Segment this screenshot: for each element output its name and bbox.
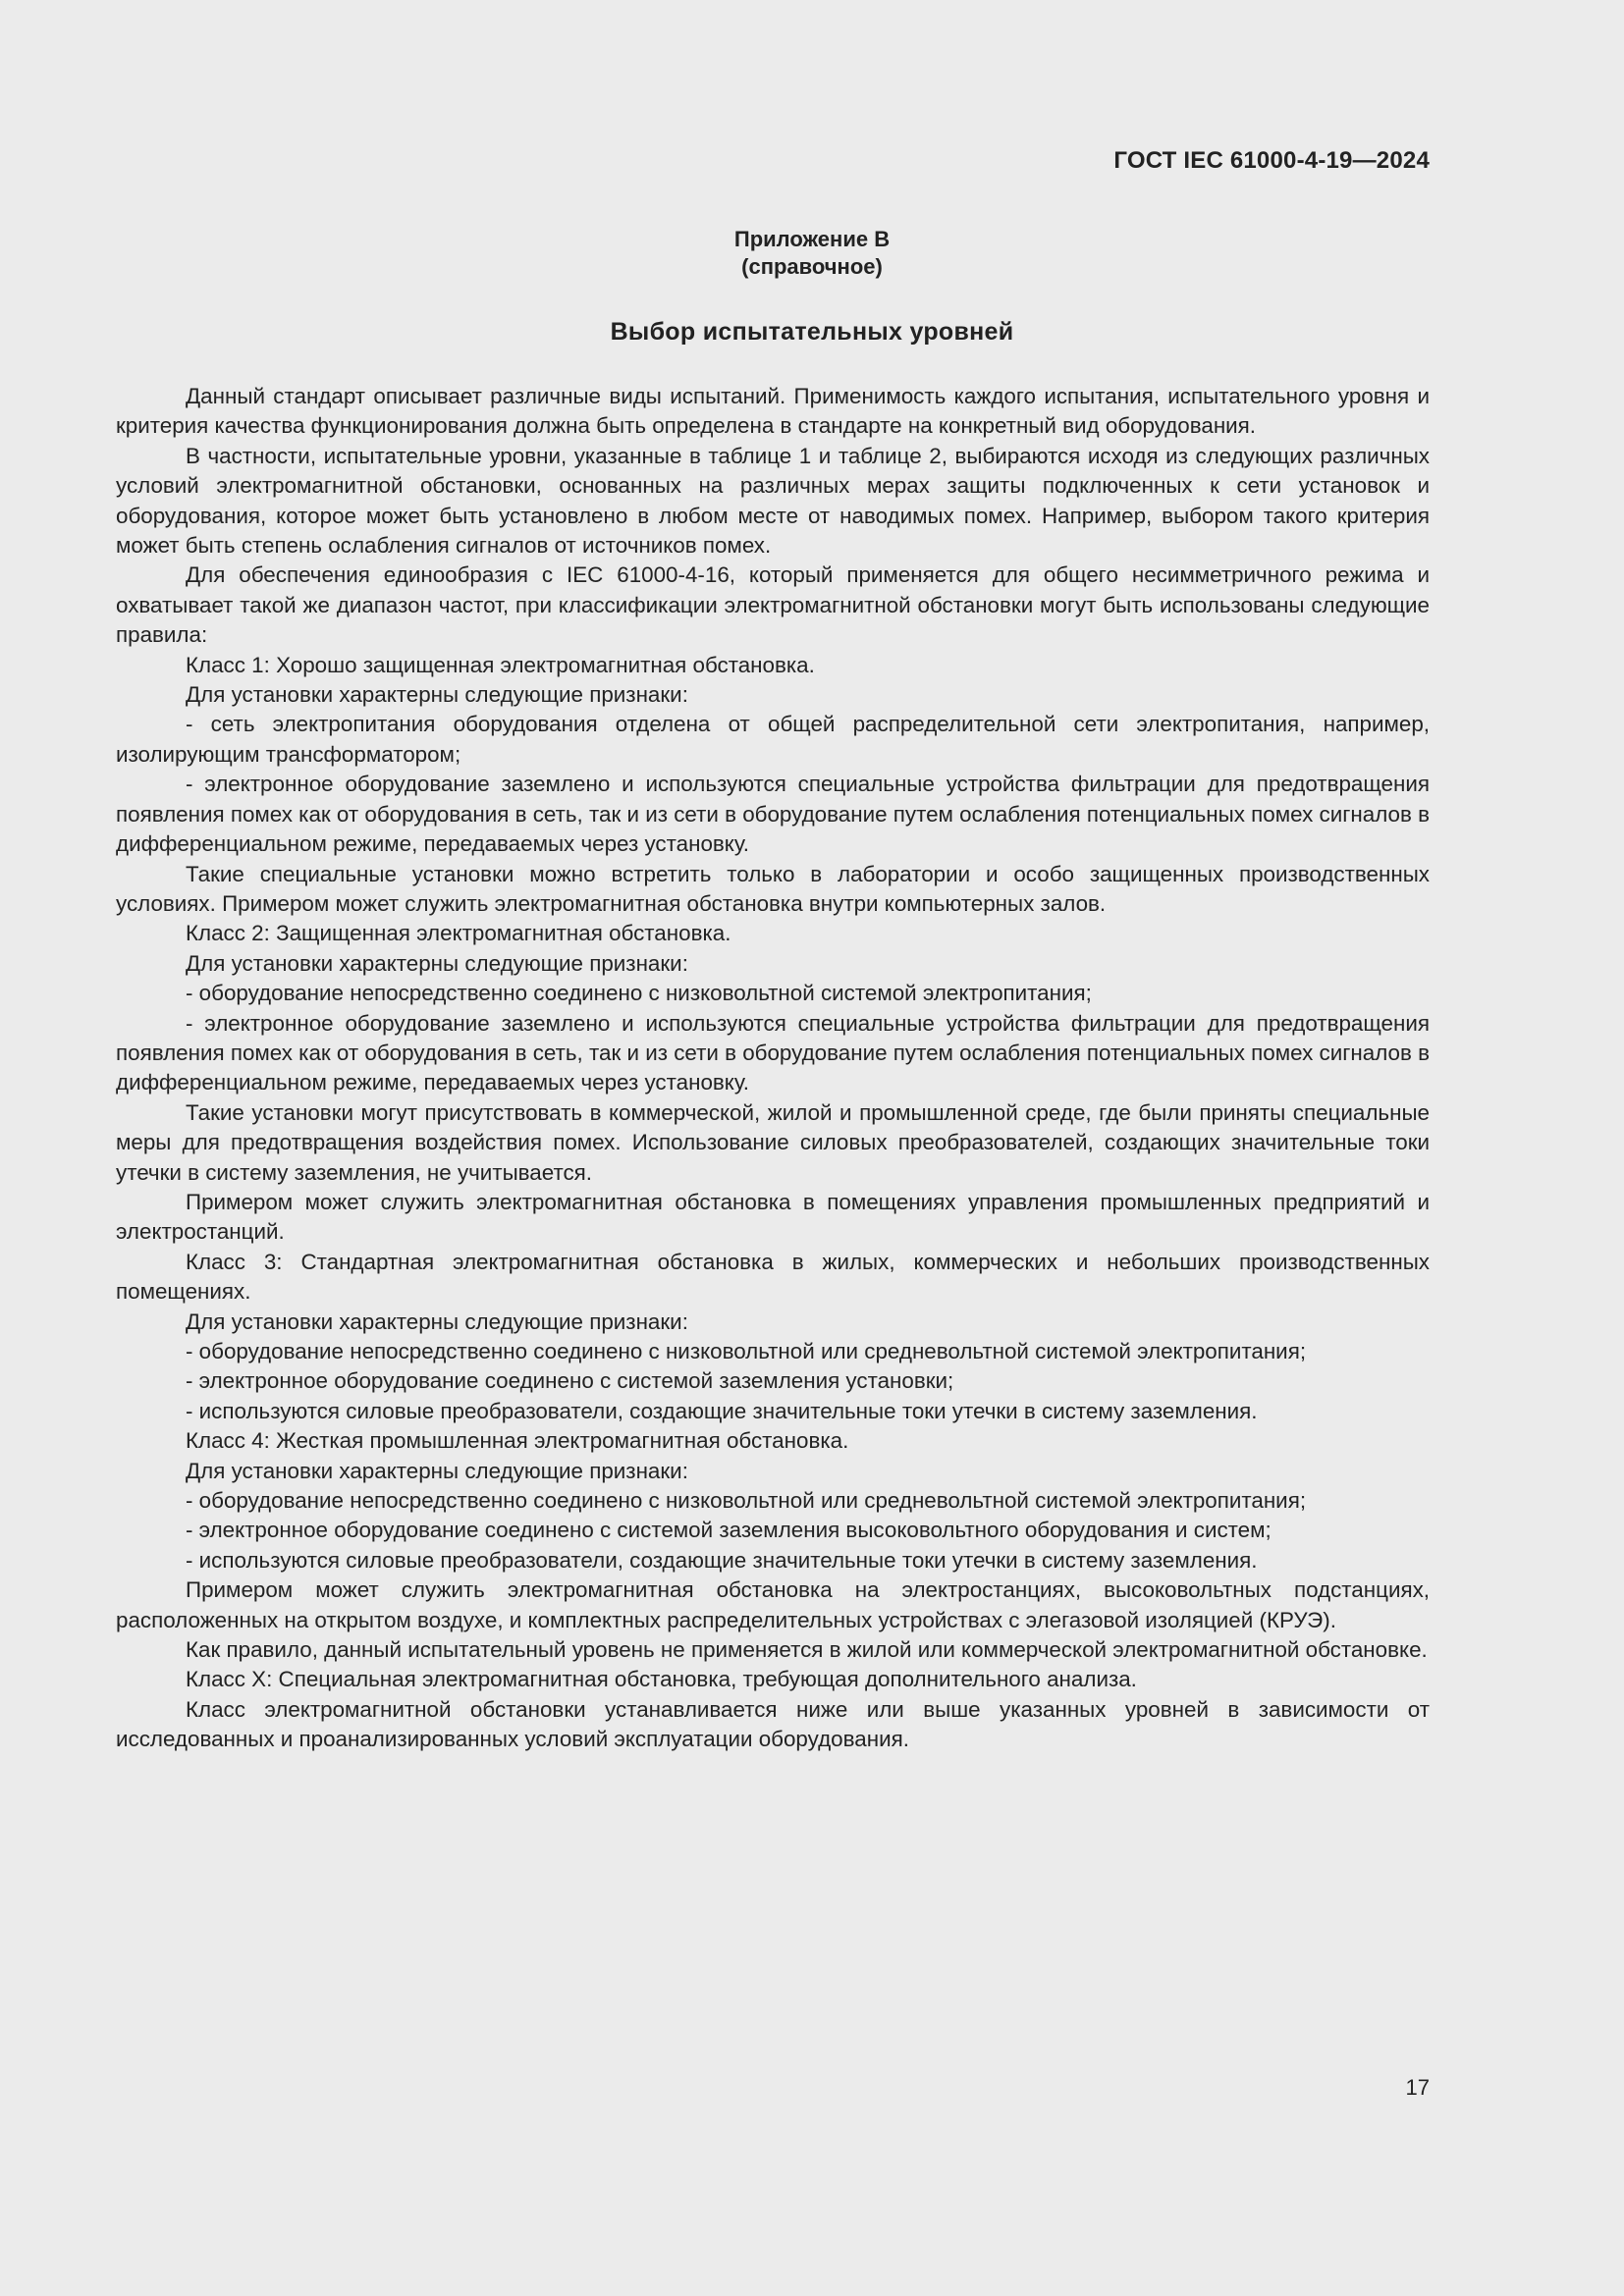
class-heading: Класс 4: Жесткая промышленная электромагнитная обстановка. xyxy=(186,1428,849,1454)
class-heading: Класс 3: Стандартная электромагнитная обстановка в жилых, коммерческих и небольших производственных помещениях. xyxy=(116,1249,1430,1305)
class-heading: Класс 1: Хорошо защищенная электромагнитная обстановка. xyxy=(186,652,815,677)
paragraph: Такие установки могут присутствовать в коммерческой, жилой и промышленной среде, где были приняты специальные меры для предотвращения воздействия помех. Использование силовых преобразователей, создающих значительные токи утечки в систему заземления, не учитывается. xyxy=(116,1099,1430,1185)
list-item: - электронное оборудование соединено с системой заземления установки; xyxy=(186,1368,954,1394)
list-item: - оборудование непосредственно соединено с низковольтной системой электропитания; xyxy=(186,981,1092,1006)
paragraph: Класс электромагнитной обстановки устанавливается ниже или выше указанных уровней в зависимости от исследованных и проанализированных условий эксплуатации оборудования. xyxy=(116,1696,1430,1752)
section-title: Выбор испытательных уровней xyxy=(610,318,1014,346)
paragraph: Как правило, данный испытательный уровень не применяется в жилой или коммерческой электромагнитной обстановке. xyxy=(186,1637,1428,1663)
list-item: - используются силовые преобразователи, создающие значительные токи утечки в систему заземления. xyxy=(186,1398,1258,1423)
paragraph: Для установки характерны следующие признаки: xyxy=(186,950,688,976)
class-heading: Класс 2: Защищенная электромагнитная обстановка. xyxy=(186,921,731,946)
paragraph: Для установки характерны следующие признаки: xyxy=(186,1308,688,1334)
list-item: - оборудование непосредственно соединено с низковольтной или средневольтной системой электропитания; xyxy=(186,1488,1307,1514)
list-item: - сеть электропитания оборудования отделена от общей распределительной сети электропитания, например, изолирующим трансформатором; xyxy=(116,712,1430,767)
body-text xyxy=(116,382,1430,1755)
appendix-heading xyxy=(0,226,1624,281)
paragraph: Такие специальные установки можно встретить только в лаборатории и особо защищенных производственных условиях. Примером может служить электромагнитная обстановка внутри компьютерных залов. xyxy=(116,861,1430,916)
paragraph: В частности, испытательные уровни, указанные в таблице 1 и таблице 2, выбираются исходя из следующих различных условий электромагнитной обстановки, основанных на различных мерах защиты подключенных к сети установок и оборудования, которое может быть установлено в любом месте от наводимых помех. Например, выбором такого критерия может быть степень ослабления сигналов от источников помех. xyxy=(116,443,1430,559)
appendix-subtitle: (справочное) xyxy=(741,254,883,279)
list-item: - электронное оборудование соединено с системой заземления высоковольтного оборудования и систем; xyxy=(186,1518,1272,1543)
paragraph: Данный стандарт описывает различные виды испытаний. Применимость каждого испытания, испытательного уровня и критерия качества функционирования должна быть определена в стандарте на конкретный вид оборудования. xyxy=(116,384,1430,439)
paragraph: Для установки характерны следующие признаки: xyxy=(186,1458,688,1483)
list-item: - используются силовые преобразователи, создающие значительные токи утечки в систему заземления. xyxy=(186,1547,1258,1573)
list-item: - электронное оборудование заземлено и используются специальные устройства фильтрации для предотвращения появления помех как от оборудования в сеть, так и из сети в оборудование путем ослабления потенциальных помех сигналов в дифференциальном режиме, передаваемых через установку. xyxy=(116,1010,1430,1095)
paragraph: Примером может служить электромагнитная обстановка в помещениях управления промышленных предприятий и электростанций. xyxy=(116,1189,1430,1245)
list-item: - оборудование непосредственно соединено с низковольтной или средневольтной системой электропитания; xyxy=(186,1339,1307,1363)
document-code: ГОСТ IEC 61000-4-19—2024 xyxy=(1113,147,1430,174)
page-number: 17 xyxy=(1405,2075,1430,2100)
paragraph: Для обеспечения единообразия с IEC 61000-4-16, который применяется для общего несимметричного режима и охватывает такой же диапазон частот, при классификации электромагнитной обстановки могут быть использованы следующие правила: xyxy=(116,562,1430,648)
appendix-title: Приложение В xyxy=(733,227,891,251)
class-heading: Класс X: Специальная электромагнитная обстановка, требующая дополнительного анализа. xyxy=(186,1667,1137,1692)
paragraph: Примером может служить электромагнитная обстановка на электростанциях, высоковольтных подстанциях, расположенных на открытом воздухе, и комплектных распределительных устройствах с элегазовой изоляцией (КРУЭ). xyxy=(116,1577,1430,1632)
list-item: - электронное оборудование заземлено и используются специальные устройства фильтрации для предотвращения появления помех как от оборудования в сеть, так и из сети в оборудование путем ослабления потенциальных помех сигналов в дифференциальном режиме, передаваемых через установку. xyxy=(116,772,1430,857)
paragraph: Для установки характерны следующие признаки: xyxy=(186,682,688,708)
